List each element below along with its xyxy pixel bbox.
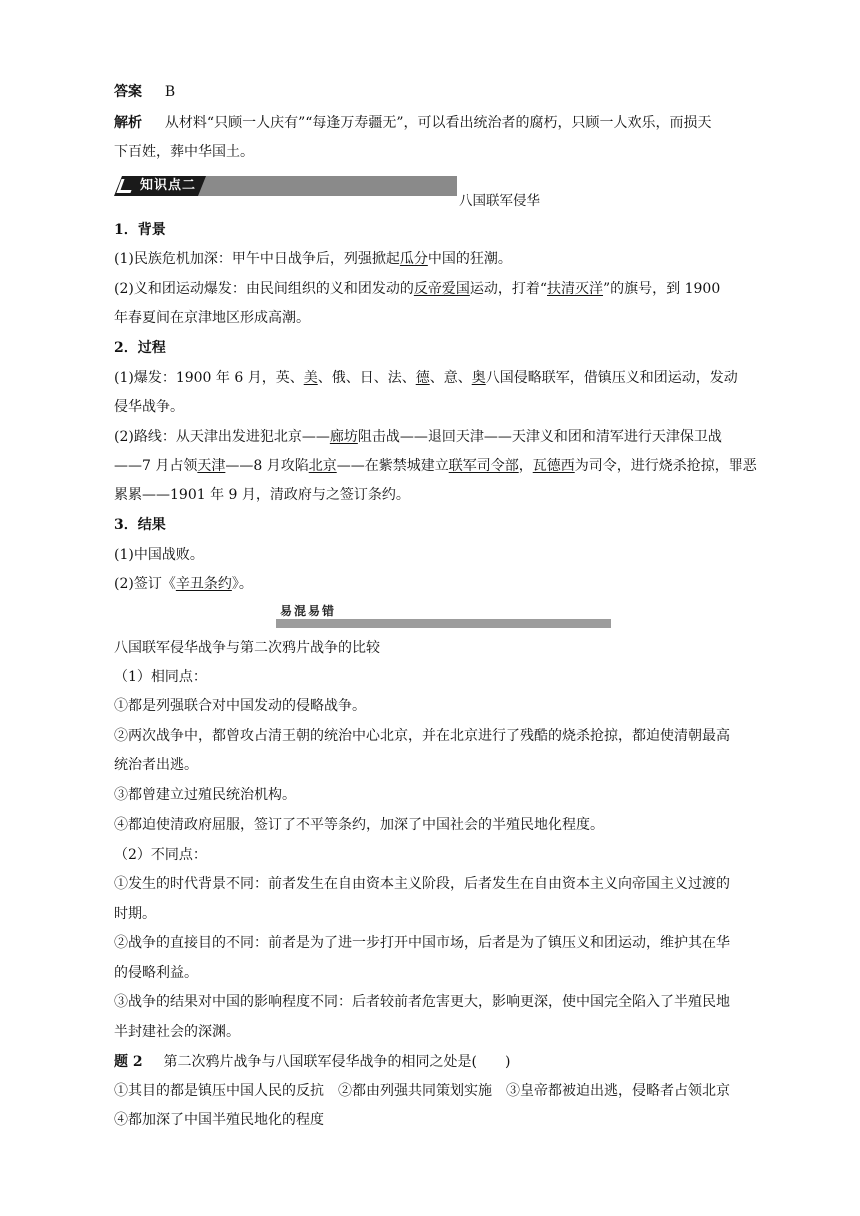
comparison-title: 八国联军侵华战争与第二次鸦片战争的比较 xyxy=(114,640,380,656)
underlined-term: 天津 xyxy=(197,458,226,474)
background-item-1 xyxy=(114,249,512,269)
diff-item-3-cont: 半封建社会的深渊。 xyxy=(114,1024,240,1040)
knowledge-point-title: 八国联军侵华 xyxy=(459,193,540,209)
same-item-3: ③都曾建立过殖民统治机构。 xyxy=(114,787,296,803)
diff-item-2-cont: 的侵略利益。 xyxy=(114,965,198,981)
underlined-term: 联军司令部 xyxy=(448,458,519,474)
banner-gray-bar xyxy=(198,176,457,196)
process-item-2-cont xyxy=(114,456,757,476)
knowledge-point-badge: 知识点二 xyxy=(140,178,197,193)
analysis-line-2: 下百姓，葬中华国土。 xyxy=(114,144,254,160)
confusion-banner xyxy=(276,603,611,629)
text-segment: 、意、 xyxy=(429,370,472,386)
diff-item-2: ②战争的直接目的不同：前者是为了进一步打开中国市场，后者是为了镇压义和团运动，维护其在华 xyxy=(114,935,730,951)
underlined-term: 瓜分 xyxy=(399,251,428,267)
underlined-term: 奥 xyxy=(471,370,486,386)
confusion-banner-label: 易混易错 xyxy=(280,604,337,618)
background-item-2 xyxy=(114,279,720,299)
underlined-term: 美 xyxy=(303,370,318,386)
same-item-2: ②两次战争中，都曾攻占清王朝的统治中心北京，并在北京进行了残酷的烧杀抢掠，都迫使清朝最高 xyxy=(114,728,730,744)
answer-value: B xyxy=(164,84,176,100)
confusion-banner-bar xyxy=(276,619,611,628)
process-item-2 xyxy=(114,427,722,447)
answer-label: 答案 xyxy=(114,84,142,100)
text-segment: ”的旗号，到 1900 xyxy=(603,281,721,297)
process-item-2-cont-2: 累累——1901 年 9 月，清政府与之签订条约。 xyxy=(114,487,410,503)
text-segment: (2)签订《 xyxy=(114,576,176,592)
question-stem: 第二次鸦片战争与八国联军侵华战争的相同之处是( ) xyxy=(163,1054,511,1070)
question-options-line-2: ④都加深了中国半殖民地化的程度 xyxy=(114,1112,324,1128)
text-segment: ， xyxy=(518,458,533,474)
underlined-term: 瓦德西 xyxy=(532,458,575,474)
underlined-term: 德 xyxy=(415,370,430,386)
text-segment: 为司令，进行烧杀抢掠，罪恶 xyxy=(574,458,757,474)
text-segment: (1)民族危机加深：甲午中日战争后，列强掀起 xyxy=(114,251,400,267)
text-segment: 中国的狂潮。 xyxy=(427,251,512,267)
diff-item-1-cont: 时期。 xyxy=(114,906,156,922)
text-segment: ——8 月攻陷 xyxy=(225,458,309,474)
underlined-term: 廊坊 xyxy=(329,429,358,445)
diff-item-1: ①发生的时代背景不同：前者发生在自由资本主义阶段，后者发生在自由资本主义向帝国主义过渡的 xyxy=(114,876,730,892)
knowledge-point-banner xyxy=(114,176,457,196)
analysis-text-1: 从材料“只顾一人庆有”“每逢万寿疆无”，可以看出统治者的腐朽，只顾一人欢乐，而损天 xyxy=(164,115,712,131)
result-item-2 xyxy=(114,574,253,594)
process-heading: 2．过程 xyxy=(114,340,166,356)
text-segment: 》。 xyxy=(231,576,253,592)
text-segment: 八国侵略联军，借镇压义和团运动，发动 xyxy=(485,370,738,386)
text-segment: 运动，打着“ xyxy=(469,281,548,297)
text-segment: 阻击战——退回天津——天津义和团和清军进行天津保卫战 xyxy=(357,429,722,445)
background-item-2-cont: 年春夏间在京津地区形成高潮。 xyxy=(114,310,310,326)
underlined-term: 反帝爱国 xyxy=(413,281,470,297)
question-stem-line xyxy=(114,1052,510,1072)
text-segment: (2)路线：从天津出发进犯北京—— xyxy=(114,429,330,445)
same-item-1: ①都是列强联合对中国发动的侵略战争。 xyxy=(114,698,366,714)
same-heading: （1）相同点： xyxy=(114,669,207,685)
result-heading: 3．结果 xyxy=(114,517,166,533)
background-heading: 1．背景 xyxy=(114,222,166,238)
question-options-line-1: ①其目的都是镇压中国人民的反抗 ②都由列强共同策划实施 ③皇帝都被迫出逃，侵略者占领北京 xyxy=(114,1083,730,1099)
text-segment: ——7 月占领 xyxy=(114,458,198,474)
underlined-term: 辛丑条约 xyxy=(175,576,232,592)
underlined-term: 扶清灭洋 xyxy=(547,281,604,297)
analysis-label: 解析 xyxy=(114,115,142,131)
same-item-4: ④都迫使清政府屈服，签订了不平等条约，加深了中国社会的半殖民地化程度。 xyxy=(114,817,604,833)
diff-heading: （2）不同点： xyxy=(114,847,207,863)
process-item-1-cont: 侵华战争。 xyxy=(114,399,184,415)
underlined-term: 北京 xyxy=(308,458,337,474)
text-segment: (1)爆发：1900 年 6 月，英、 xyxy=(114,370,304,386)
question-label: 题 2 xyxy=(114,1054,143,1070)
analysis-line-1 xyxy=(114,113,712,133)
result-item-1: (1)中国战败。 xyxy=(114,547,204,563)
diff-item-3: ③战争的结果对中国的影响程度不同：后者较前者危害更大，影响更深，使中国完全陷入了半殖民地 xyxy=(114,994,730,1010)
answer-line xyxy=(114,82,175,102)
same-item-2-cont: 统治者出逃。 xyxy=(114,757,198,773)
text-segment: (2)义和团运动爆发：由民间组织的义和团发动的 xyxy=(114,281,414,297)
text-segment: ——在紫禁城建立 xyxy=(336,458,449,474)
text-segment: 、俄、日、法、 xyxy=(317,370,416,386)
process-item-1 xyxy=(114,368,738,388)
